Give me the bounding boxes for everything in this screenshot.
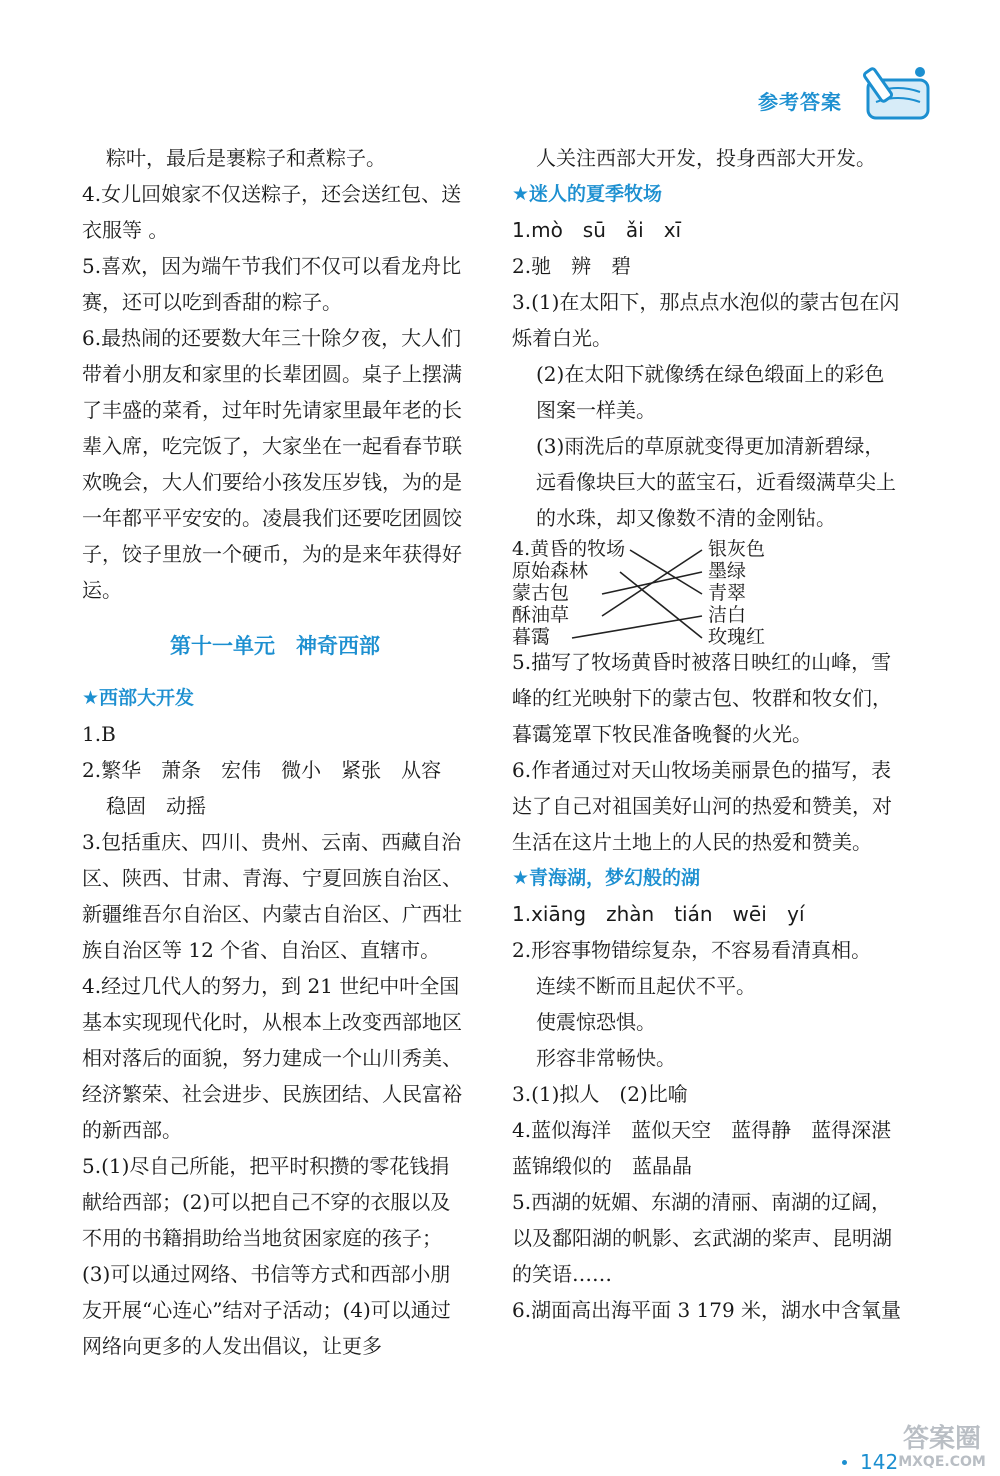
answer-5: 5.喜欢，因为端午节我们不仅可以看龙舟比赛，还可以吃到香甜的粽子。 <box>82 254 462 314</box>
right-column <box>512 140 912 1328</box>
answer-6: 6.最热闹的还要数大年三十除夕夜，大人们带着小朋友和家里的长辈团圆。桌子上摆满了丰盛的菜肴，过年时先请家里最年老的长辈入席，吃完饭了，大家坐在一起看春节联欢晚会，大人们要给小孩发压岁钱，为的是一年都平平安安的。凌晨我们还要吃团圆饺子，饺子里放一个硬币，为的是来年获得好运。 <box>82 326 462 602</box>
answer-2: 2.繁华 萧条 宏伟 微小 紧张 从容 <box>82 758 442 782</box>
section-heading: ★迷人的夏季牧场 <box>512 183 663 205</box>
answer-2-cont: 形容非常畅快。 <box>536 1046 676 1070</box>
match-left-item: 原始森林 <box>512 560 589 582</box>
answer-6: 6.湖面高出海平面 3 179 米，湖水中含氧量 <box>512 1298 902 1322</box>
match-right-list <box>708 538 765 648</box>
answer-4: 4.经过几代人的努力，到 21 世纪中叶全国基本实现现代化时，从根本上改变西部地区相对落后的面貌，努力建成一个山川秀美、经济繁荣、社会进步、民族团结、人民富裕的新西部。 <box>82 974 462 1142</box>
match-right-item: 银灰色 <box>708 538 766 560</box>
paragraph: 人关注西部大开发，投身西部大开发。 <box>536 146 876 170</box>
answer-3-1: 3.(1)在太阳下，那点点水泡似的蒙古包在闪烁着白光。 <box>512 290 900 350</box>
match-left-item: 蒙古包 <box>512 582 570 604</box>
answer-3: 3.(1)拟人 (2)比喻 <box>512 1082 688 1106</box>
match-left-item: 酥油草 <box>512 604 570 626</box>
matching-exercise <box>512 538 902 648</box>
answer-4: 4.女儿回娘家不仅送粽子，还会送红包、送衣服等 。 <box>82 182 462 242</box>
page-number: 142 <box>860 1450 899 1474</box>
answer-2: 2.驰 辨 碧 <box>512 254 632 278</box>
watermark-text: 答案圈 <box>902 1424 981 1454</box>
page-number-dot <box>842 1460 847 1465</box>
watermark-url: MXQE.COM <box>898 1454 986 1470</box>
answer-3-3: (3)雨洗后的草原就变得更加清新碧绿，远看像块巨大的蓝宝石，近看缀满草尖上的水珠，却又像数不清的金刚钻。 <box>536 434 896 530</box>
answer-2-cont: 连续不断而且起伏不平。 <box>536 974 756 998</box>
match-right-item: 墨绿 <box>708 560 747 582</box>
answer-6: 6.作者通过对天山牧场美丽景色的描写，表达了自己对祖国美好山河的热爱和赞美，对生活在这片土地上的人民的热爱和赞美。 <box>512 758 892 854</box>
match-left-item: 暮霭 <box>512 626 551 648</box>
pencil-notebook-icon <box>858 62 940 124</box>
answer-2-cont: 使震惊恐惧。 <box>536 1010 656 1034</box>
section-heading: ★青海湖，梦幻般的湖 <box>512 867 701 889</box>
match-right-item: 洁白 <box>708 604 747 626</box>
answer-5: 5.西湖的妩媚、东湖的清丽、南湖的辽阔，以及鄱阳湖的帆影、玄武湖的桨声、昆明湖的笑语…… <box>512 1190 892 1286</box>
section-heading: ★西部大开发 <box>82 687 195 709</box>
match-lines <box>512 538 712 648</box>
answer-1: 1.xiāng zhàn tián wēi yí <box>512 902 805 926</box>
header-answer-label: 参考答案 <box>758 90 842 114</box>
unit-title: 第十一单元 神奇西部 <box>170 634 380 658</box>
answer-3: 3.包括重庆、四川、贵州、云南、西藏自治区、陕西、甘肃、青海、宁夏回族自治区、新疆维吾尔自治区、内蒙古自治区、广西壮族自治区等 12 个省、自治区、直辖市。 <box>82 830 462 962</box>
paragraph: 粽叶，最后是裹粽子和煮粽子。 <box>106 146 386 170</box>
watermark-logo <box>890 1418 994 1474</box>
answer-2-cont: 稳固 动摇 <box>106 794 206 818</box>
answer-5: 5.描写了牧场黄昏时被落日映红的山峰，雪峰的红光映射下的蒙古包、牧群和牧女们，暮霭笼罩下牧民准备晚餐的火光。 <box>512 650 892 746</box>
left-column <box>82 140 468 1364</box>
answer-2: 2.形容事物错综复杂，不容易看清真相。 <box>512 938 872 962</box>
answer-1: 1.B <box>82 722 116 746</box>
answer-3-2: (2)在太阳下就像绣在绿色缎面上的彩色图案一样美。 <box>536 362 885 422</box>
answer-4: 4.蓝似海洋 蓝似天空 蓝得静 蓝得深湛 蓝锦缎似的 蓝晶晶 <box>512 1118 912 1178</box>
answer-5: 5.(1)尽自己所能，把平时积攒的零花钱捐献给西部；(2)可以把自己不穿的衣服以及不用的书籍捐助给当地贫困家庭的孩子；(3)可以通过网络、书信等方式和西部小朋友开展“心连心”结对子活动；(4)可以通过网络向更多的人发出倡议，让更多 <box>82 1154 451 1358</box>
match-left-item: 4.黄昏的牧场 <box>512 538 626 560</box>
match-right-item: 玫瑰红 <box>708 626 766 648</box>
match-right-item: 青翠 <box>708 582 747 604</box>
answer-1: 1.mò sū ǎi xī <box>512 218 682 242</box>
